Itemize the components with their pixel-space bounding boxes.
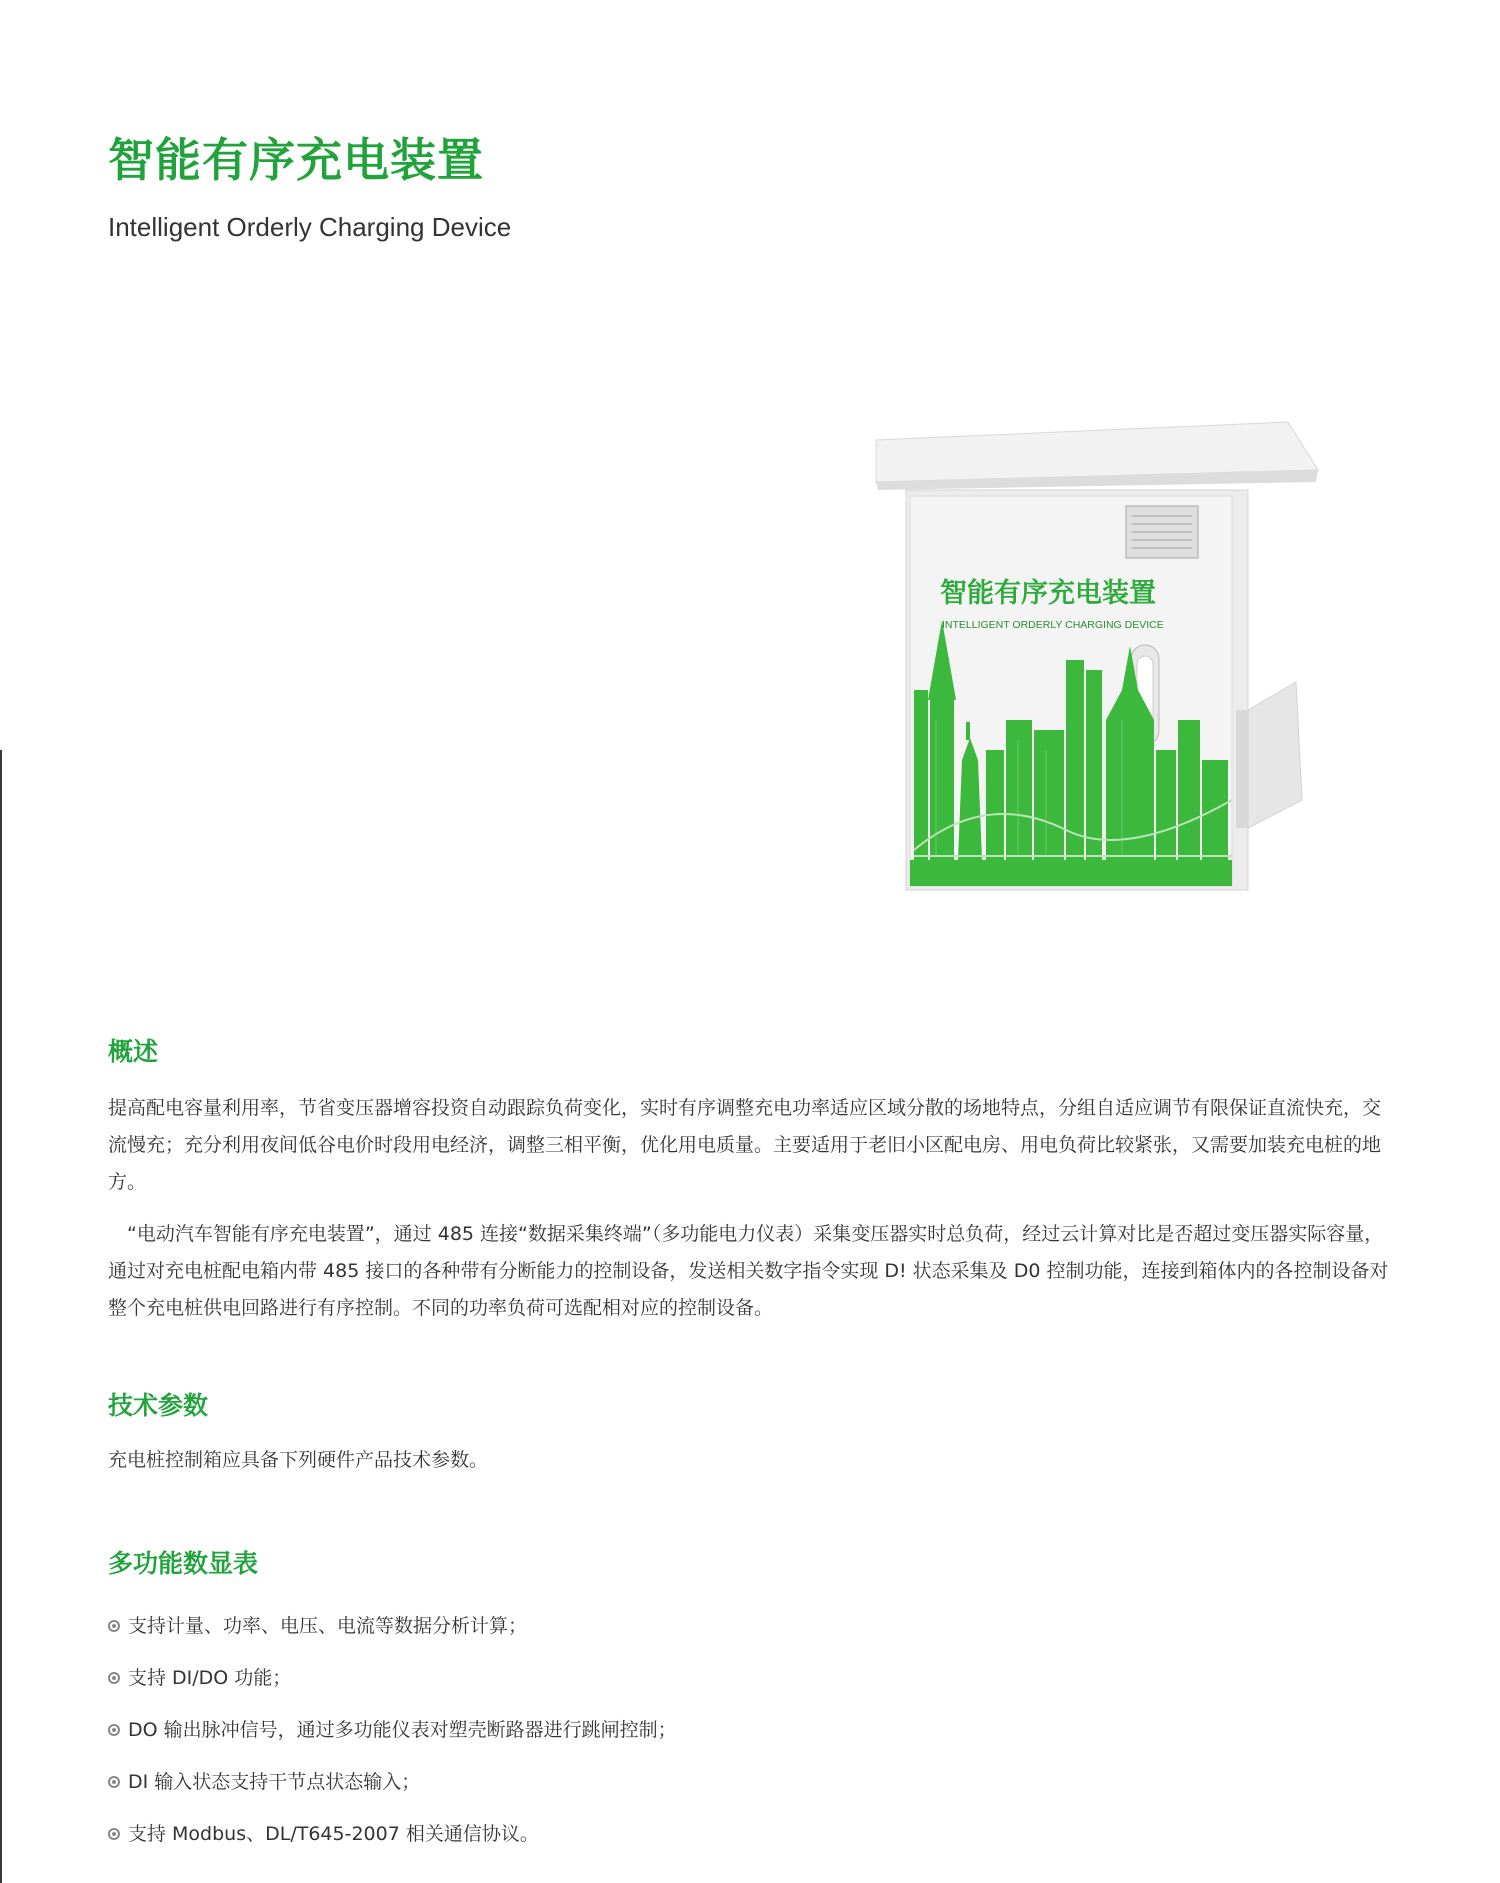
left-edge-rule: [0, 750, 2, 1883]
list-item: [108, 1808, 677, 1860]
tech-description: 充电桩控制箱应具备下列硬件产品技术参数。: [108, 1449, 489, 1471]
bullet-icon: [108, 1776, 120, 1788]
overview-paragraph-1: 提高配电容量利用率，节省变压器增容投资自动跟踪负荷变化，实时有序调整充电功率适应区域分散的场地特点，分组自适应调节有限保证直流快充，交流慢充；充分利用夜间低谷电价时段用电经济，调整三相平衡，优化用电质量。主要适用于老旧小区配电房、用电负荷比较紧张，又需要加装充电桩的地方。: [108, 1097, 1382, 1193]
page-subtitle: Intelligent Orderly Charging Device: [108, 212, 512, 242]
overview-paragraph-2: “电动汽车智能有序充电装置”，通过 485 连接“数据采集终端”（多功能电力仪表）采集变压器实时总负荷，经过云计算对比是否超过变压器实际容量，通过对充电桩配电箱内带 485 接口的各种带有分断能力的控制设备，发送相关数字指令实现 D! 状态采集及 D0 控制功能，连接到箱体内的各控制设备对整个充电桩供电回路进行有序控制。不同的功率负荷可选配相对应的控制设备。: [108, 1223, 1389, 1319]
list-item-text: 支持 DI/DO 功能；: [128, 1667, 292, 1689]
list-item-text: DI 输入状态支持干节点状态输入；: [128, 1771, 421, 1793]
page-title: 智能有序充电装置: [108, 133, 484, 187]
list-item: [108, 1652, 677, 1704]
list-item: [108, 1756, 677, 1808]
list-item: [108, 1704, 677, 1756]
bullet-icon: [108, 1672, 120, 1684]
meter-feature-list: [108, 1600, 677, 1860]
list-item-text: DO 输出脉冲信号，通过多功能仪表对塑壳断路器进行跳闸控制；: [128, 1719, 677, 1741]
bullet-icon: [108, 1828, 120, 1840]
bullet-icon: [108, 1724, 120, 1736]
list-item-text: 支持 Modbus、DL/T645-2007 相关通信协议。: [128, 1823, 539, 1845]
charging-cabinet-image: [866, 420, 1326, 900]
overview-heading: 概述: [108, 1037, 159, 1066]
bullet-icon: [108, 1620, 120, 1632]
cabinet-subtitle-text: INTELLIGENT ORDERLY CHARGING DEVICE: [942, 619, 1164, 631]
meter-heading: 多功能数显表: [108, 1549, 259, 1578]
list-item: [108, 1600, 677, 1652]
list-item-text: 支持计量、功率、电压、电流等数据分析计算；: [128, 1615, 528, 1637]
tech-heading: 技术参数: [108, 1391, 209, 1420]
cabinet-title-text: 智能有序充电装置: [940, 578, 1156, 609]
